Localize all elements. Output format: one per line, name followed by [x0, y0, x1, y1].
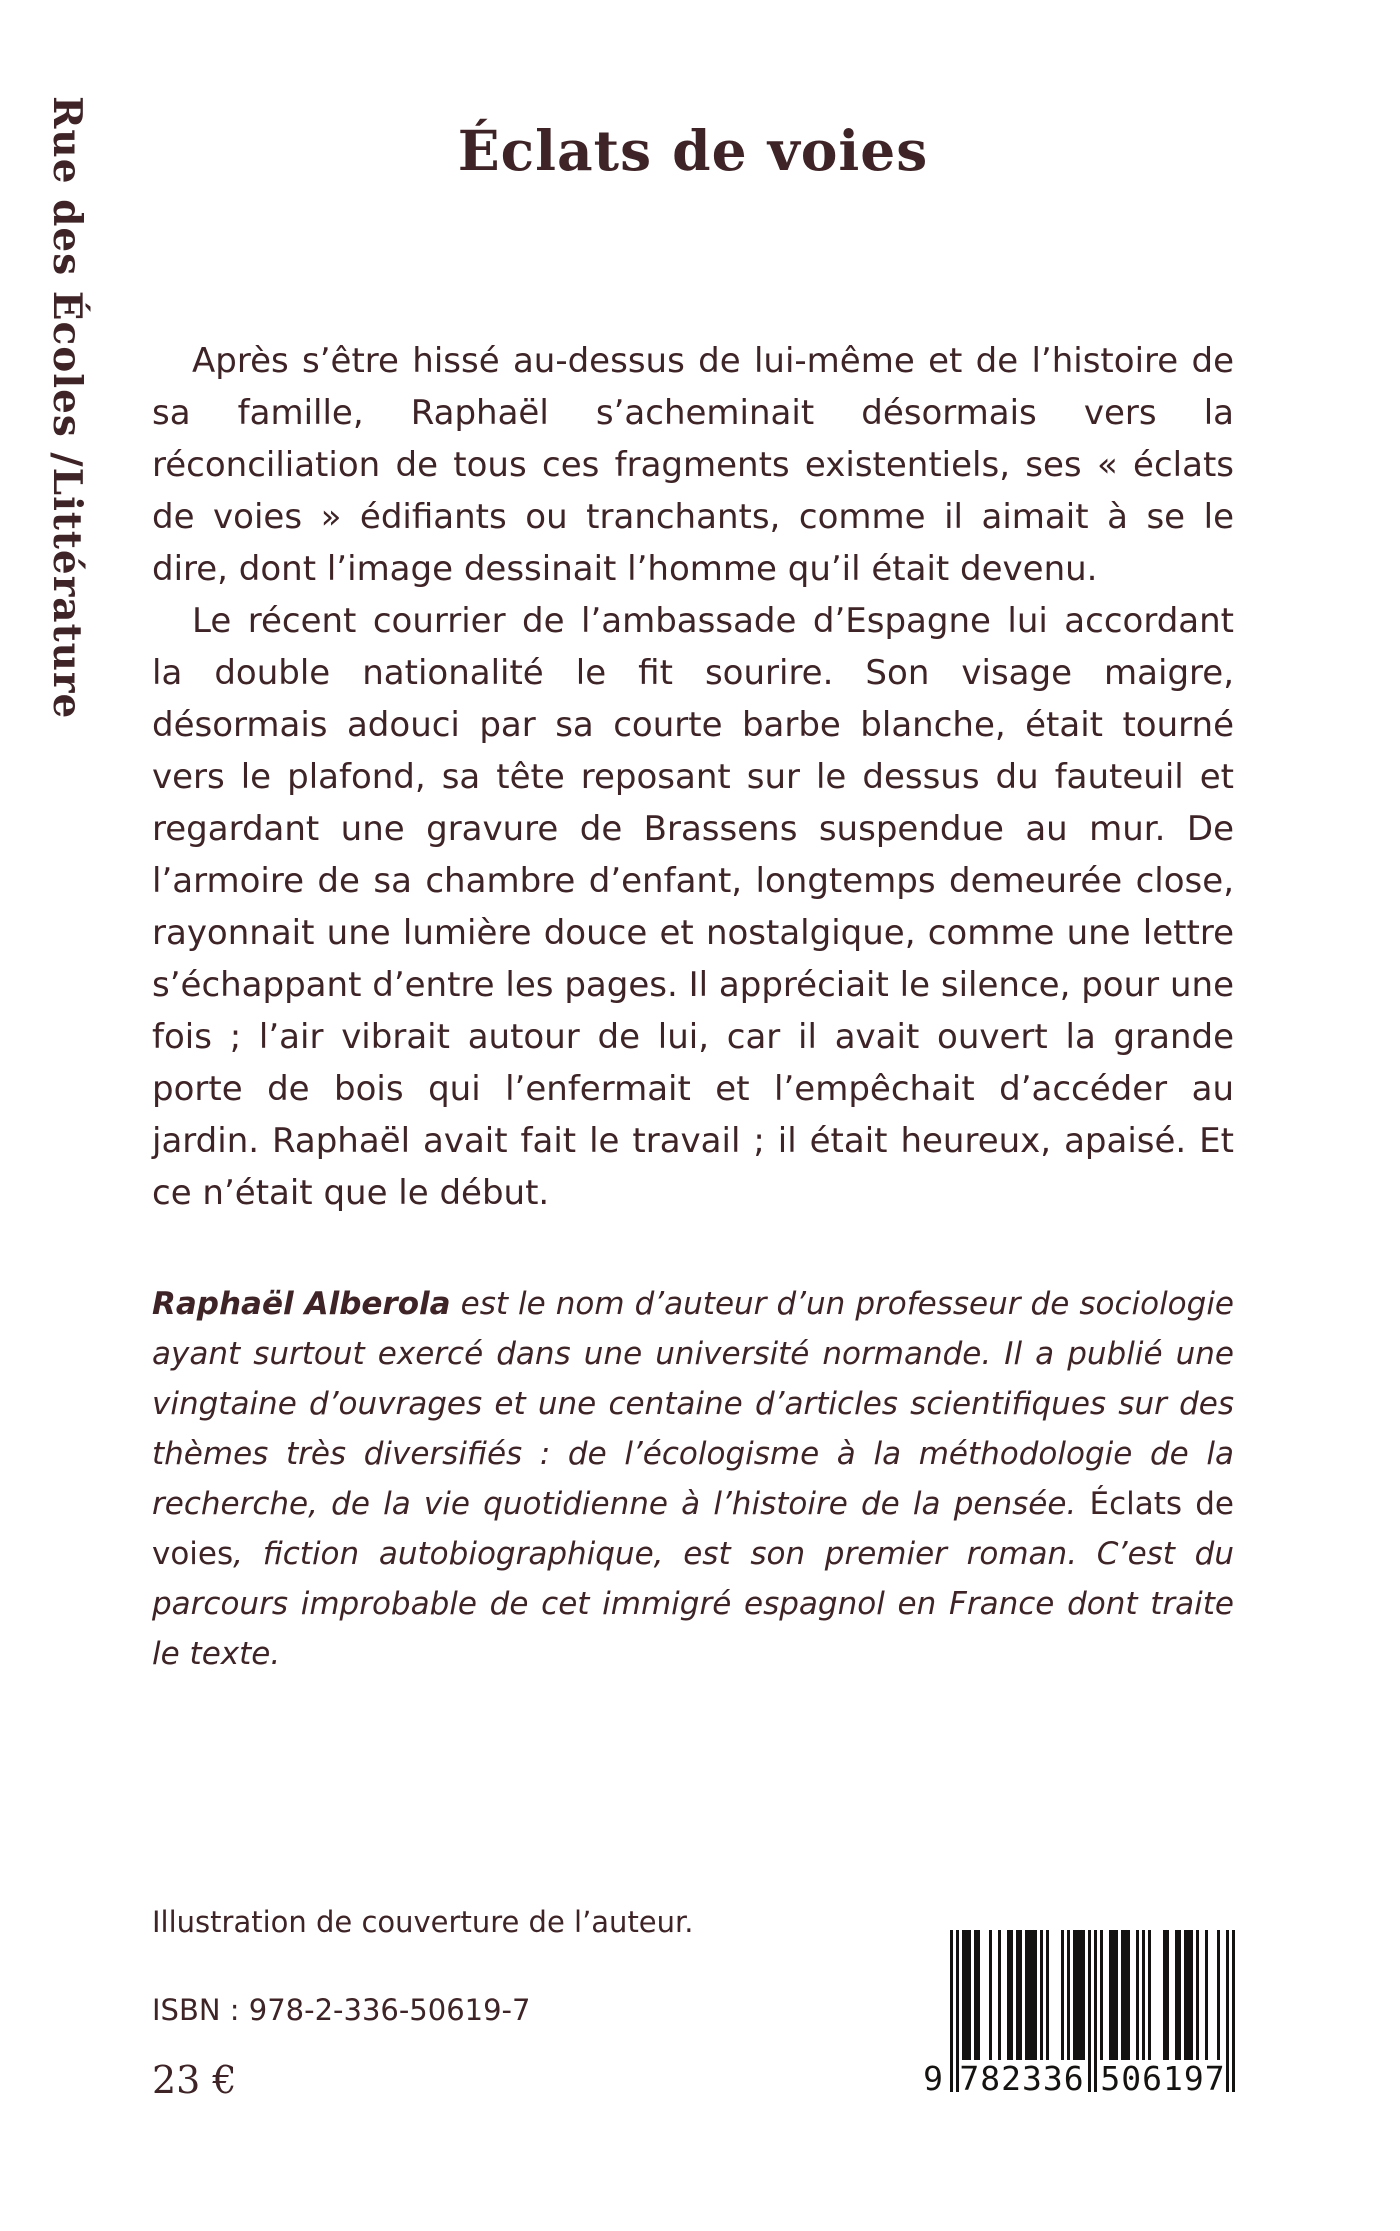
barcode-digits-right: 506197: [1100, 2059, 1226, 2098]
isbn-number: ISBN : 978-2-336-50619-7: [152, 1993, 531, 2027]
book-title: Éclats de voies: [457, 118, 929, 183]
author-bio-paragraph: [152, 1279, 1234, 1679]
illustration-credit: Illustration de couverture de l’auteur.: [152, 1905, 694, 1939]
bio-book-title: Éclats de voies: [152, 1486, 1234, 1572]
bio-text-before-title: est le nom d’auteur d’un professeur de sociologie ayant surtout exercé dans une université normande. Il a publié une vingtaine d’ouvrages et une centaine d’articles scientifiques sur des thèmes très diversifiés : de l’écologisme à la méthodologie de la recherche, de la vie quotidienne à l’histoire de la pensée.: [152, 1286, 1235, 1522]
price: 23 €: [152, 2058, 237, 2102]
synopsis-paragraph-1: Après s’être hissé au-dessus de lui-même et de l’histoire de sa famille, Raphaël s’acheminait désormais vers la réconciliation de tous ces fragments existentiels, ses « éclats de voies » édifiants ou tranchants, comme il aimait à se le dire, dont l’image dessinait l’homme qu’il était devenu.: [152, 341, 1234, 589]
synopsis: [152, 335, 1234, 1219]
synopsis-paragraph-2: Le récent courrier de l’ambassade d’Espagne lui accordant la double nationalité le fit sourire. Son visage maigre, désormais adouci par sa courte barbe blanche, était tourné vers le plafond, sa tête reposant sur le dessus du fauteuil et regardant une gravure de Brassens suspendue au mur. De l’armoire de sa chambre d’enfant, longtemps demeurée close, rayonnait une lumière douce et nostalgique, comme une lettre s’échappant d’entre les pages. Il appréciait le silence, pour une fois ; l’air vibrait autour de lui, car il avait ouvert la grande porte de bois qui l’enfermait et l’empêchait d’accéder au jardin. Raphaël avait fait le travail ; il était heureux, apaisé. Et ce n’était que le début.: [152, 601, 1234, 1213]
bio-text-after-title: , fiction autobiographique, est son premier roman. C’est du parcours improbable de cet immigré espagnol en France dont traite le texte.: [152, 1536, 1234, 1672]
collection-spine-label: Rue des Écoles /Littérature: [44, 96, 90, 720]
back-cover-content: [152, 118, 1234, 1679]
author-bio: [152, 1279, 1234, 1679]
barcode-digits-left: 782336: [959, 2059, 1085, 2098]
barcode-digit-first: 9: [923, 2059, 943, 2098]
author-name: Raphaël Alberola: [152, 1286, 451, 1322]
ean13-barcode: [920, 1930, 1235, 2098]
